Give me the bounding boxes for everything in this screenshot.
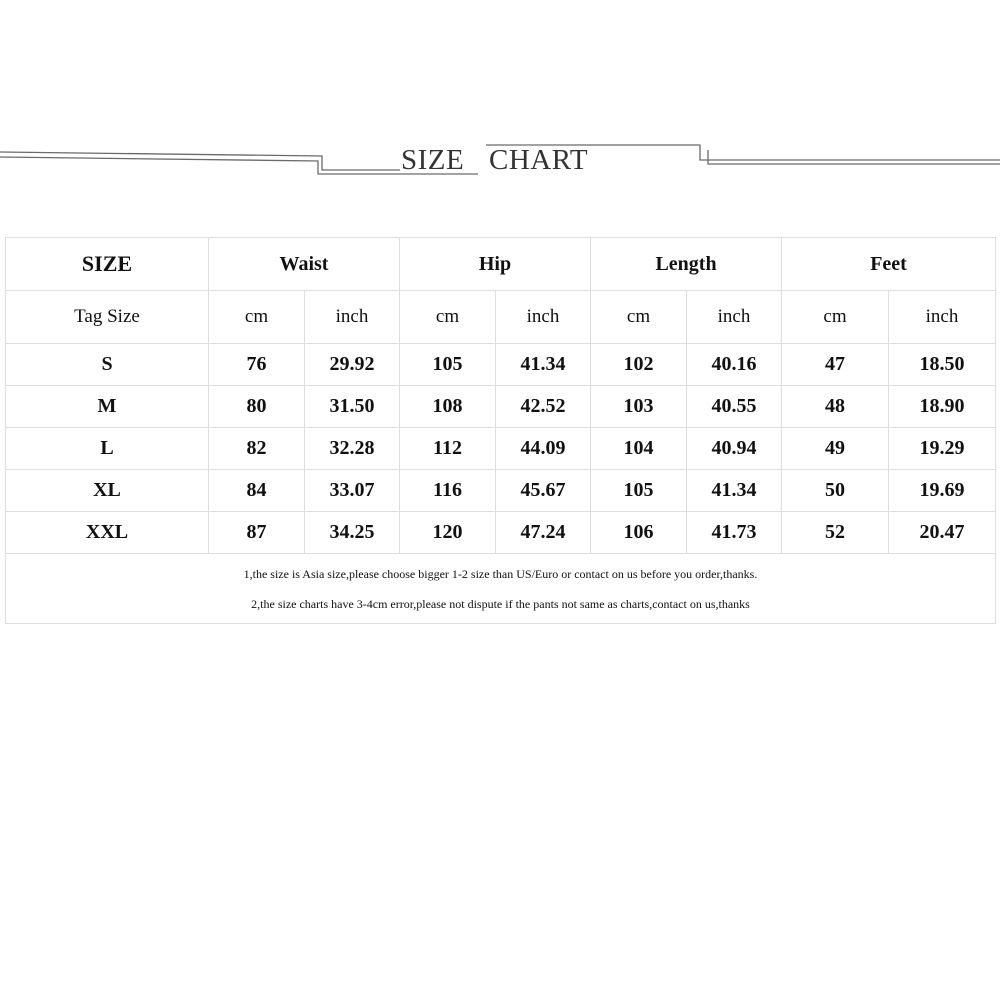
size-chart-table bbox=[5, 237, 996, 624]
table-row bbox=[6, 386, 996, 428]
table-row bbox=[6, 470, 996, 512]
unit-cell: cm bbox=[591, 291, 687, 344]
data-cell: 108 bbox=[400, 386, 496, 428]
data-cell: 80 bbox=[209, 386, 305, 428]
data-cell: 102 bbox=[591, 344, 687, 386]
data-cell: 103 bbox=[591, 386, 687, 428]
data-cell: 49 bbox=[782, 428, 889, 470]
data-cell: 47.24 bbox=[496, 512, 591, 554]
data-cell: 31.50 bbox=[305, 386, 400, 428]
data-cell: 105 bbox=[400, 344, 496, 386]
data-cell: 104 bbox=[591, 428, 687, 470]
size-label: L bbox=[6, 428, 209, 470]
tag-size-label: Tag Size bbox=[6, 291, 209, 344]
data-cell: 41.34 bbox=[687, 470, 782, 512]
data-cell: 48 bbox=[782, 386, 889, 428]
size-label: XXL bbox=[6, 512, 209, 554]
data-cell: 40.55 bbox=[687, 386, 782, 428]
note-line-2: 2,the size charts have 3-4cm error,please not dispute if the pants not same as charts,contact on us,thanks bbox=[251, 596, 750, 611]
title-left-line-upper bbox=[0, 152, 400, 170]
unit-cell: inch bbox=[687, 291, 782, 344]
data-cell: 18.90 bbox=[889, 386, 996, 428]
header-row bbox=[6, 238, 996, 291]
note-line-1: 1,the size is Asia size,please choose bigger 1-2 size than US/Euro or contact on us before you order,thanks. bbox=[243, 566, 758, 581]
header-length: Length bbox=[591, 238, 782, 291]
data-cell: 82 bbox=[209, 428, 305, 470]
data-cell: 47 bbox=[782, 344, 889, 386]
title-right-line-lower bbox=[708, 150, 1000, 164]
data-cell: 40.16 bbox=[687, 344, 782, 386]
unit-row bbox=[6, 291, 996, 344]
data-cell: 34.25 bbox=[305, 512, 400, 554]
chart-title-size: SIZE bbox=[401, 144, 465, 176]
chart-title-chart: CHART bbox=[489, 144, 589, 176]
header-size: SIZE bbox=[6, 238, 209, 291]
unit-cell: inch bbox=[496, 291, 591, 344]
data-cell: 29.92 bbox=[305, 344, 400, 386]
notes-cell bbox=[6, 554, 996, 624]
unit-cell: inch bbox=[889, 291, 996, 344]
data-cell: 32.28 bbox=[305, 428, 400, 470]
data-cell: 50 bbox=[782, 470, 889, 512]
unit-cell: cm bbox=[782, 291, 889, 344]
data-cell: 45.67 bbox=[496, 470, 591, 512]
size-label: S bbox=[6, 344, 209, 386]
data-cell: 44.09 bbox=[496, 428, 591, 470]
data-cell: 42.52 bbox=[496, 386, 591, 428]
data-cell: 120 bbox=[400, 512, 496, 554]
data-cell: 40.94 bbox=[687, 428, 782, 470]
data-cell: 19.29 bbox=[889, 428, 996, 470]
data-cell: 52 bbox=[782, 512, 889, 554]
header-waist: Waist bbox=[209, 238, 400, 291]
unit-cell: cm bbox=[400, 291, 496, 344]
data-cell: 106 bbox=[591, 512, 687, 554]
data-cell: 19.69 bbox=[889, 470, 996, 512]
size-label: M bbox=[6, 386, 209, 428]
header-hip: Hip bbox=[400, 238, 591, 291]
data-cell: 33.07 bbox=[305, 470, 400, 512]
table-row bbox=[6, 428, 996, 470]
table-row bbox=[6, 512, 996, 554]
data-cell: 41.34 bbox=[496, 344, 591, 386]
data-cell: 20.47 bbox=[889, 512, 996, 554]
data-cell: 116 bbox=[400, 470, 496, 512]
data-cell: 112 bbox=[400, 428, 496, 470]
header-feet: Feet bbox=[782, 238, 996, 291]
data-cell: 41.73 bbox=[687, 512, 782, 554]
data-cell: 84 bbox=[209, 470, 305, 512]
size-label: XL bbox=[6, 470, 209, 512]
data-cell: 18.50 bbox=[889, 344, 996, 386]
notes-row bbox=[6, 554, 996, 624]
data-cell: 105 bbox=[591, 470, 687, 512]
unit-cell: cm bbox=[209, 291, 305, 344]
table-row bbox=[6, 344, 996, 386]
unit-cell: inch bbox=[305, 291, 400, 344]
data-cell: 87 bbox=[209, 512, 305, 554]
data-cell: 76 bbox=[209, 344, 305, 386]
